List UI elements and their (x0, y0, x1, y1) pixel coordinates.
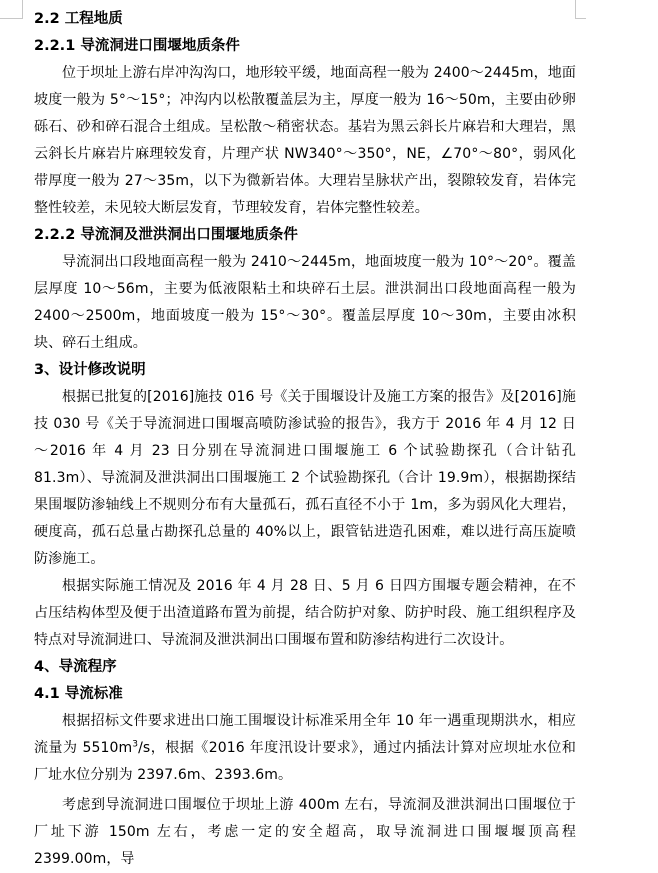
paragraph-inlet-geology: 位于坝址上游右岸冲沟沟口，地形较平缓，地面高程一般为 2400～2445m，地面坡度一般为 5°～15°；冲沟内以松散覆盖层为主，厚度一般为 16～50m，主要由砂卵砾石、砂和碎石混合土组成。呈松散～稍密状态。基岩为黑云斜长片麻岩和大理岩，黑云斜长片麻岩片麻理较发育，片理产状 NW340°～350°，NE，∠70°～80°，弱风化带厚度一般为 27～35m，以下为微新岩体。大理岩呈脉状产出，裂隙较发育，岩体完整性较差，未见较大断层发育，节理较发育，岩体完整性较差。 (34, 65, 576, 216)
paragraph-design-change-2: 根据实际施工情况及 2016 年 4 月 28 日、5 月 6 日四方围堰专题会精神，在不占压结构体型及便于出渣道路布置为前提，结合防护对象、防护时段、施工组织程序及特点对导流洞进口、导流洞及泄洪洞出口围堰布置和防渗结构进行二次设计。 (34, 578, 576, 648)
document-body (34, 6, 576, 873)
paragraph-outlet-geology: 导流洞出口段地面高程一般为 2410～2445m，地面坡度一般为 10°～20°。覆盖层厚度 10～56m，主要为低液限粘土和块碎石土层。泄洪洞出口段地面高程一般为 2400～2500m，地面坡度一般为 15°～30°。覆盖层厚度 10～30m，主要由冰积块、碎石土组成。 (34, 254, 576, 351)
flow-text-before: 根据招标文件要求进出口施工围堰设计标准采用全年 10 年一遇重现期洪水，相应流量为 5510m (34, 713, 576, 756)
page-corner-mark-left (0, 0, 23, 19)
paragraph-diversion-standard (34, 708, 576, 789)
flow-text-after: /s，根据《2016 年度汛设计要求》，通过内插法计算对应坝址水位和厂址水位分别为 2397.6m、2393.6m。 (34, 740, 576, 783)
paragraph-cofferdam-elevation: 考虑到导流洞进口围堰位于坝址上游 400m 左右，导流洞及泄洪洞出口围堰位于厂址下游 150m 左右，考虑一定的安全超高，取导流洞进口围堰堰顶高程 2399.00m，导 (34, 797, 576, 867)
heading-3: 3、设计修改说明 (34, 362, 146, 378)
page-corner-mark-right (575, 0, 586, 19)
flow-unit-superscript: 3 (132, 739, 139, 750)
paragraph-design-change-1: 根据已批复的[2016]施技 016 号《关于围堰设计及施工方案的报告》及[2016]施技 030 号《关于导流洞进口围堰高喷防渗试验的报告》，我方于 2016 年 4 月 12 日～2016 年 4 月 23 日分别在导流洞进口围堰施工 6 个试验勘探孔（合计钻孔 81.3m）、导流洞及泄洪洞出口围堰施工 2 个试验勘探孔（合计 19.9m），根据勘探结果围堰防渗轴线上不规则分布有大量孤石，孤石直径不小于 1m，多为弱风化大理岩，硬度高，孤石总量占勘探孔总量的 40%以上，跟管钻进造孔困难，难以进行高压旋喷防渗施工。 (34, 389, 576, 567)
heading-4: 4、导流程序 (34, 659, 117, 675)
heading-2-2-1: 2.2.1 导流洞进口围堰地质条件 (34, 38, 240, 54)
heading-4-1: 4.1 导流标准 (34, 686, 123, 702)
heading-2-2-2: 2.2.2 导流洞及泄洪洞出口围堰地质条件 (34, 227, 298, 243)
heading-2-2: 2.2 工程地质 (34, 11, 123, 27)
